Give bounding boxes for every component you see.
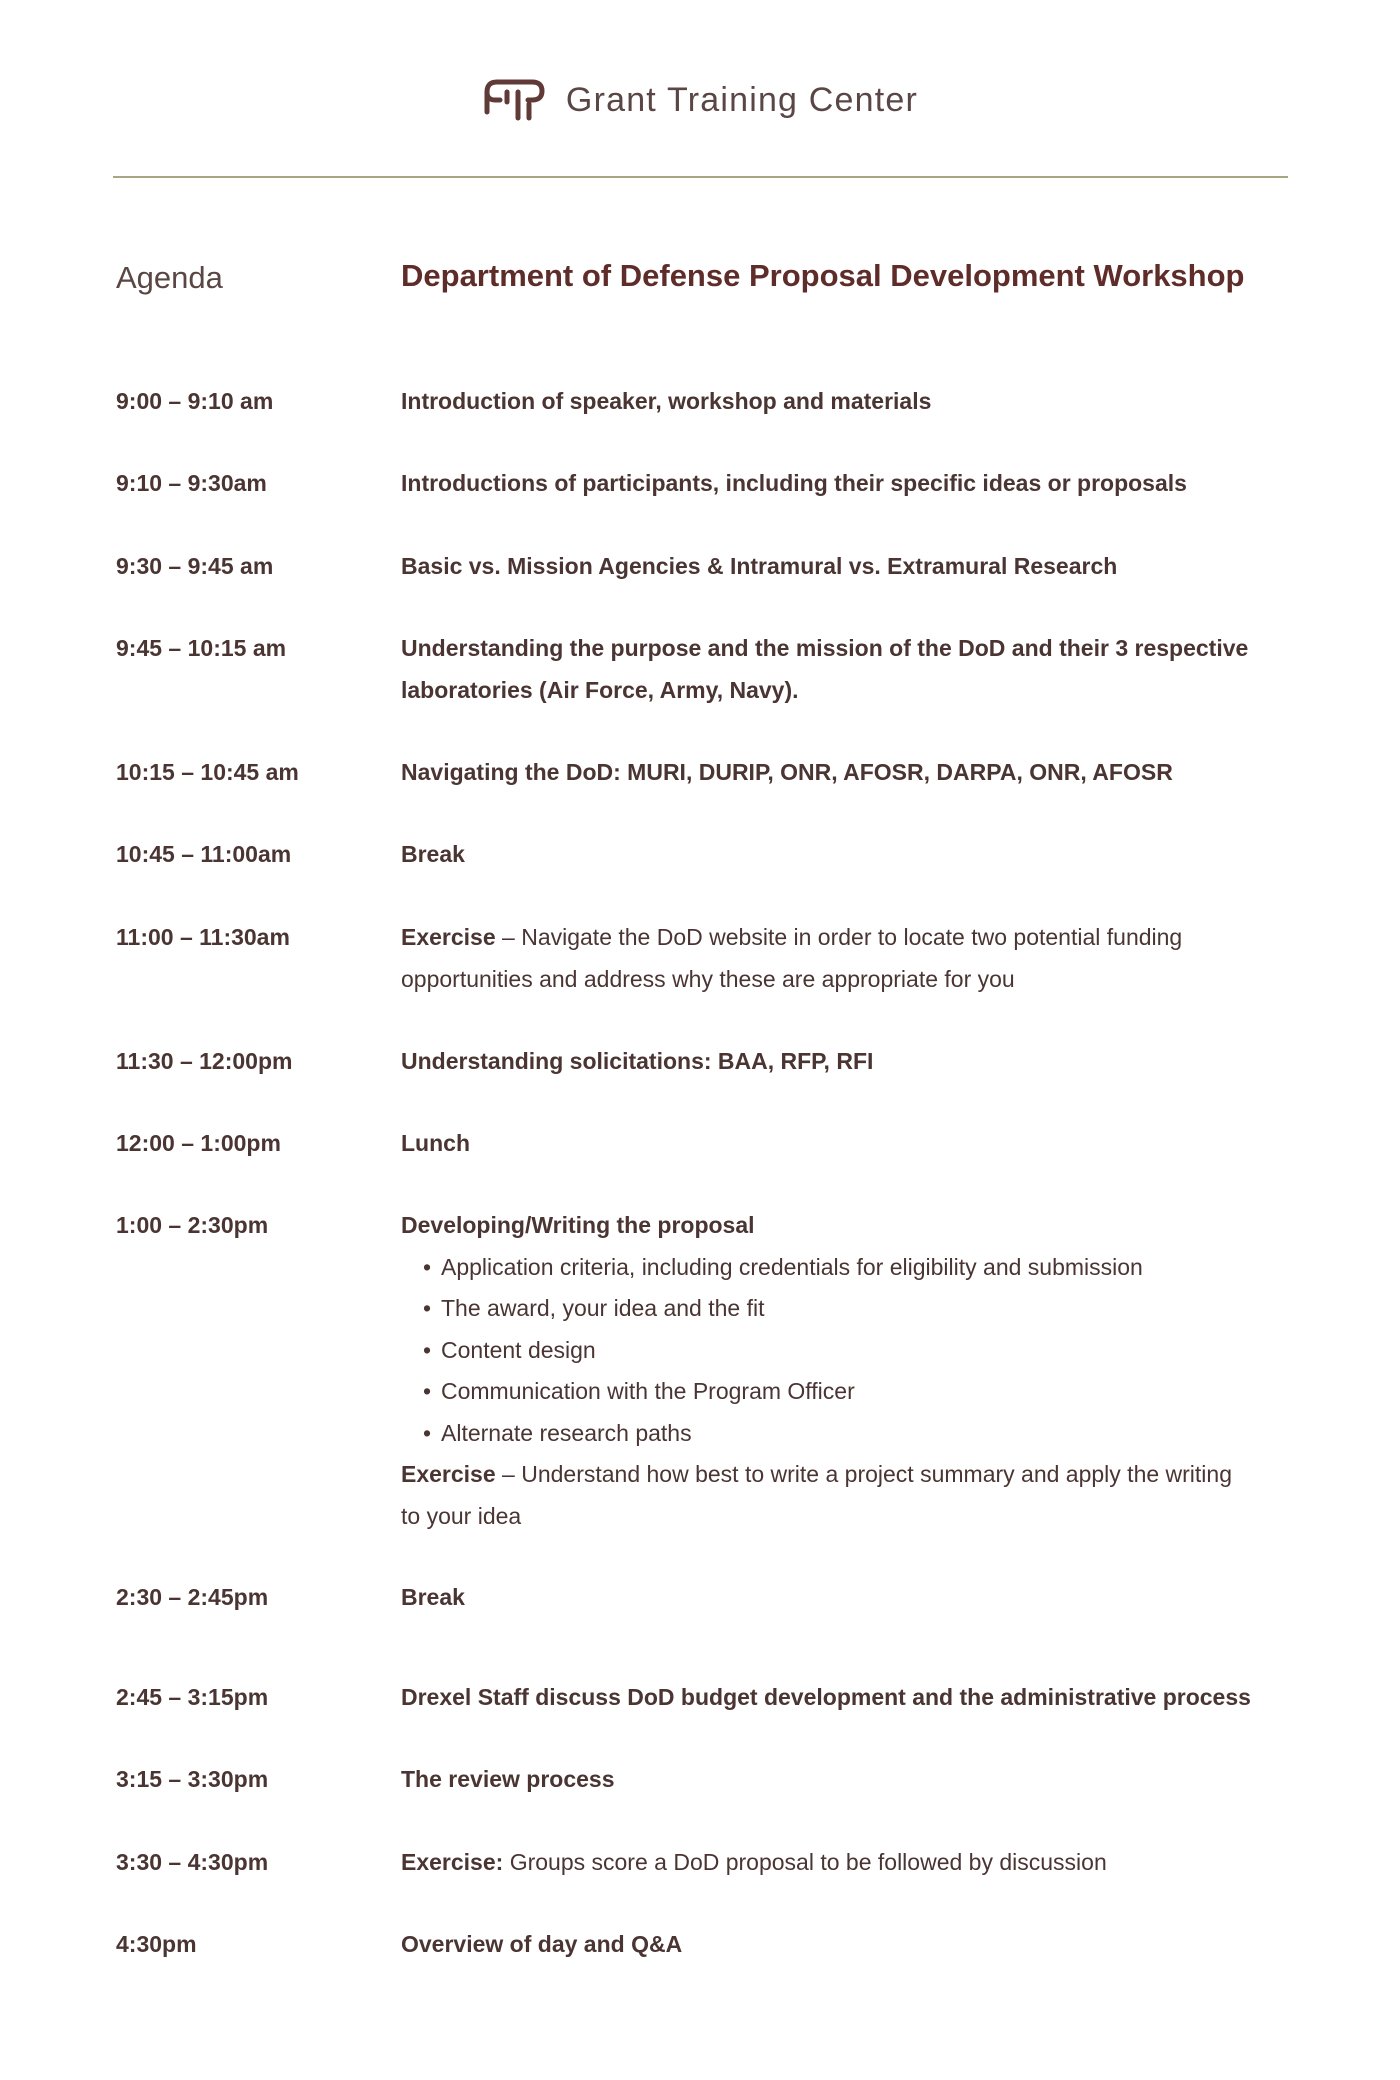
agenda-topic [401, 917, 1271, 1000]
agenda-topic-heading: Developing/Writing the proposal [401, 1212, 755, 1238]
agenda-time: 2:30 – 2:45pm [116, 1584, 269, 1610]
bullet-dot: • [423, 1378, 432, 1404]
agenda-time: 3:15 – 3:30pm [116, 1766, 269, 1792]
agenda-time: 10:15 – 10:45 am [116, 759, 299, 785]
grant-training-center-logo-icon [482, 78, 546, 122]
agenda-topic: Drexel Staff discuss DoD budget development and the administrative process [401, 1684, 1251, 1710]
bullet-dot: • [423, 1253, 432, 1280]
workshop-title: Department of Defense Proposal Development Workshop [401, 258, 1245, 293]
exercise-label: Exercise [401, 924, 496, 950]
bullet-text: Application criteria, including credentials for eligibility and submission [441, 1253, 1143, 1280]
logo [482, 78, 918, 122]
agenda-time: 3:30 – 4:30pm [116, 1849, 269, 1875]
agenda-topic: Basic vs. Mission Agencies & Intramural vs. Extramural Research [401, 553, 1118, 579]
agenda-topic: Lunch [401, 1130, 470, 1156]
agenda-time: 12:00 – 1:00pm [116, 1130, 281, 1156]
agenda-time: 9:30 – 9:45 am [116, 553, 274, 579]
agenda-time: 9:45 – 10:15 am [116, 635, 287, 661]
agenda-topic-line: Understanding the purpose and the mission of the DoD and their 3 respective [401, 635, 1249, 661]
exercise-text: – Understand how best to write a project summary and apply the writing [495, 1461, 1232, 1487]
agenda-topic: The review process [401, 1766, 615, 1792]
bullet-text: Alternate research paths [441, 1419, 692, 1446]
header [0, 72, 1400, 128]
agenda-time: 4:30pm [116, 1931, 197, 1957]
agenda-title-row [0, 256, 1400, 300]
bullet-text: Content design [441, 1336, 596, 1363]
bullet-item [401, 1288, 1271, 1330]
agenda-topic: Introductions of participants, including their specific ideas or proposals [401, 470, 1187, 496]
agenda-topic: Overview of day and Q&A [401, 1931, 683, 1957]
agenda-topic: Break [401, 1584, 465, 1610]
exercise-text: opportunities and address why these are appropriate for you [401, 965, 1015, 992]
agenda-topic: Navigating the DoD: MURI, DURIP, ONR, AFOSR, DARPA, ONR, AFOSR [401, 759, 1173, 785]
bullet-item [401, 1371, 1271, 1413]
agenda-topic: Break [401, 841, 465, 867]
bullet-text: Communication with the Program Officer [441, 1378, 855, 1404]
agenda-topic [401, 628, 1271, 711]
agenda-time: 9:10 – 9:30am [116, 470, 267, 496]
agenda-time: 9:00 – 9:10 am [116, 388, 274, 414]
exercise-label: Exercise [401, 1461, 496, 1487]
agenda-time: 11:00 – 11:30am [116, 924, 290, 950]
bullet-dot: • [423, 1419, 432, 1446]
agenda-time: 1:00 – 2:30pm [116, 1212, 269, 1238]
bullet-dot: • [423, 1336, 432, 1363]
bullet-item [401, 1330, 1271, 1372]
exercise-text: to your idea [401, 1502, 522, 1529]
bullet-dot: • [423, 1295, 432, 1321]
agenda-time: 10:45 – 11:00am [116, 841, 292, 867]
agenda-time: 2:45 – 3:15pm [116, 1684, 269, 1710]
agenda-topic: Introduction of speaker, workshop and materials [401, 388, 932, 414]
agenda-topic: Understanding solicitations: BAA, RFP, RFI [401, 1048, 874, 1074]
agenda-topic [401, 1205, 1271, 1537]
agenda-topic [401, 1842, 1271, 1884]
bullet-list [401, 1247, 1271, 1455]
header-divider [113, 176, 1288, 178]
exercise-label: Exercise: [401, 1849, 504, 1875]
bullet-item [401, 1413, 1271, 1455]
exercise-text: Groups score a DoD proposal to be followed by discussion [503, 1849, 1107, 1875]
agenda-topic-line: laboratories (Air Force, Army, Navy). [401, 676, 799, 703]
agenda-time: 11:30 – 12:00pm [116, 1048, 293, 1074]
agenda-label: Agenda [116, 260, 223, 295]
bullet-item [401, 1247, 1271, 1289]
org-name: Grant Training Center [565, 80, 919, 119]
exercise-text: – Navigate the DoD website in order to locate two potential funding [495, 924, 1183, 950]
bullet-text: The award, your idea and the fit [441, 1295, 765, 1321]
